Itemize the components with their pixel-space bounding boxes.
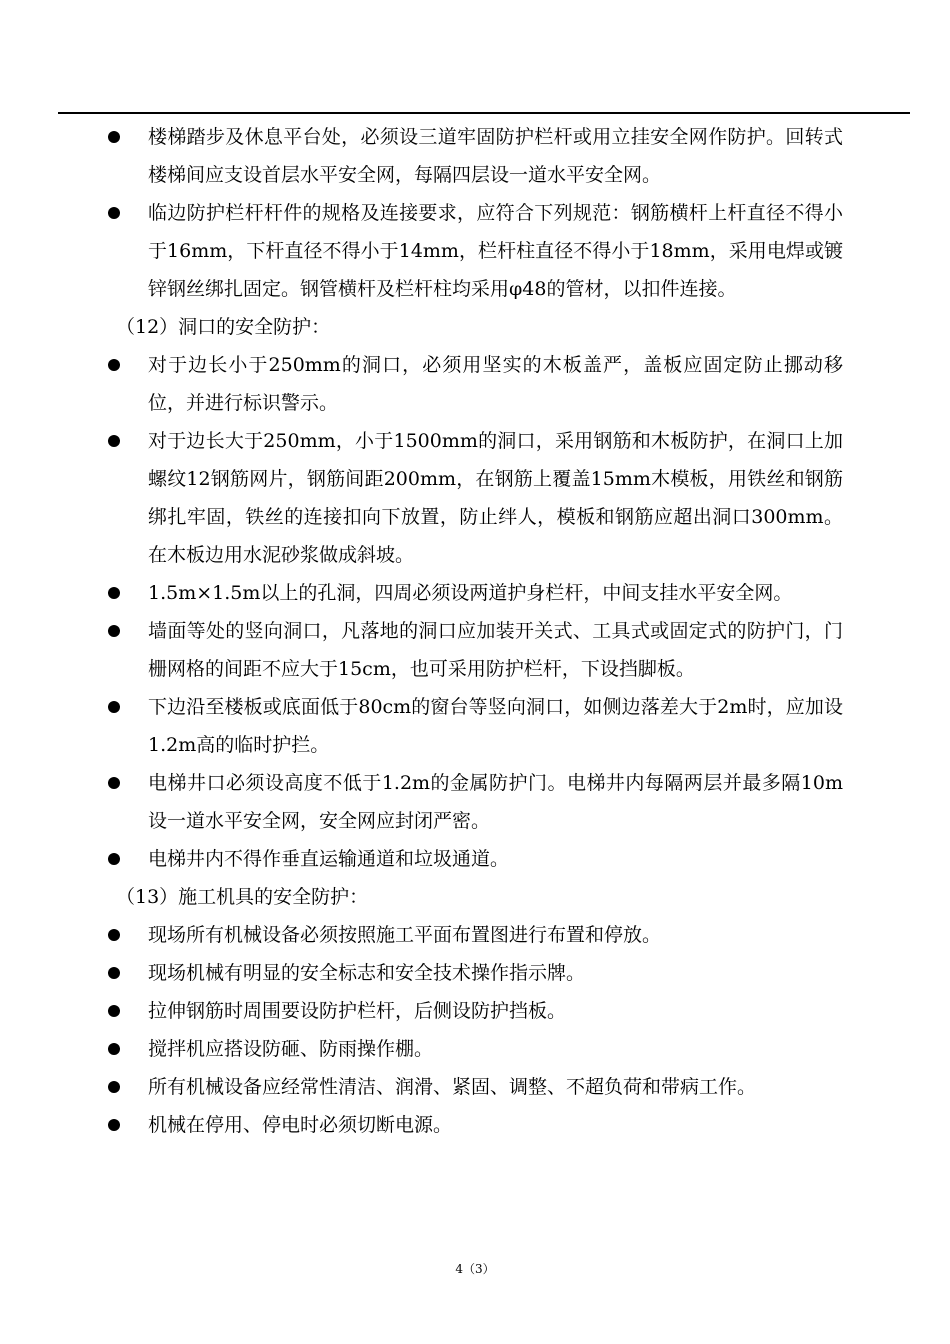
list-item-text: 对于边长大于250mm，小于1500mm的洞口，采用钢筋和木板防护，在洞口上加螺纹12钢筋网片，钢筋间距200mm，在钢筋上覆盖15mm木模板，用铁丝和钢筋绑扎牢固，铁丝的连接扣向下放置，防止绊人，模板和钢筋应超出洞口300mm。在木板边用水泥砂浆做成斜坡。 [148,430,843,566]
list-item [108,422,843,574]
list-item [108,992,843,1030]
bullet-icon [108,1119,120,1131]
bullet-icon [108,701,120,713]
list-item [108,118,843,194]
list-item [108,346,843,422]
list-item [108,612,843,688]
bullet-icon [108,207,120,219]
page-number: 4（3） [455,1262,495,1276]
list-item-text: 拉伸钢筋时周围要设防护栏杆，后侧设防护挡板。 [148,1000,567,1022]
bullet-icon [108,1043,120,1055]
list-item-text: 机械在停用、停电时必须切断电源。 [148,1114,453,1136]
list-item [108,916,843,954]
bullet-icon [108,967,120,979]
bullet-icon [108,435,120,447]
list-item-text: 对于边长小于250mm的洞口，必须用坚实的木板盖严，盖板应固定防止挪动移位，并进行标识警示。 [148,354,843,414]
list-item [108,954,843,992]
bullet-icon [108,131,120,143]
bullet-icon [108,1005,120,1017]
bullet-icon [108,777,120,789]
section-heading: （13）施工机具的安全防护： [116,886,369,908]
list-item-text: 1.5m×1.5m以上的孔洞，四周必须设两道护身栏杆，中间支挂水平安全网。 [148,582,793,604]
bullet-icon [108,359,120,371]
list-item-text: 楼梯踏步及休息平台处，必须设三道牢固防护栏杆或用立挂安全网作防护。回转式楼梯间应支设首层水平安全网，每隔四层设一道水平安全网。 [148,126,843,186]
list-item-text: 所有机械设备应经常性清洁、润滑、紧固、调整、不超负荷和带病工作。 [148,1076,757,1098]
list-item [108,1030,843,1068]
list-item [108,840,843,878]
document-body [108,118,843,1144]
list-item-text: 墙面等处的竖向洞口，凡落地的洞口应加装开关式、工具式或固定式的防护门，门栅网格的间距不应大于15cm，也可采用防护栏杆，下设挡脚板。 [148,620,843,680]
list-item-text: 搅拌机应搭设防砸、防雨操作棚。 [148,1038,434,1060]
list-item [108,1106,843,1144]
list-item-text: 电梯井口必须设高度不低于1.2m的金属防护门。电梯井内每隔两层并最多隔10m设一道水平安全网，安全网应封闭严密。 [148,772,843,832]
bullet-icon [108,1081,120,1093]
list-item-text: 现场所有机械设备必须按照施工平面布置图进行布置和停放。 [148,924,662,946]
list-item [108,688,843,764]
bullet-icon [108,853,120,865]
bullet-icon [108,929,120,941]
list-item [108,194,843,308]
bullet-icon [108,587,120,599]
list-item-text: 下边沿至楼板或底面低于80cm的窗台等竖向洞口，如侧边落差大于2m时，应加设1.2m高的临时护拦。 [148,696,843,756]
section-heading: （12）洞口的安全防护： [116,316,331,338]
list-item-text: 电梯井内不得作垂直运输通道和垃圾通道。 [148,848,510,870]
list-item [108,1068,843,1106]
list-item [108,764,843,840]
list-item-text: 现场机械有明显的安全标志和安全技术操作指示牌。 [148,962,586,984]
bullet-icon [108,625,120,637]
list-item-text: 临边防护栏杆杆件的规格及连接要求，应符合下列规范：钢筋横杆上杆直径不得小于16mm，下杆直径不得小于14mm，栏杆柱直径不得小于18mm，采用电焊或镀锌钢丝绑扎固定。钢管横杆及栏杆柱均采用φ48的管材，以扣件连接。 [148,202,843,300]
header-rule [58,112,910,114]
list-item [108,574,843,612]
